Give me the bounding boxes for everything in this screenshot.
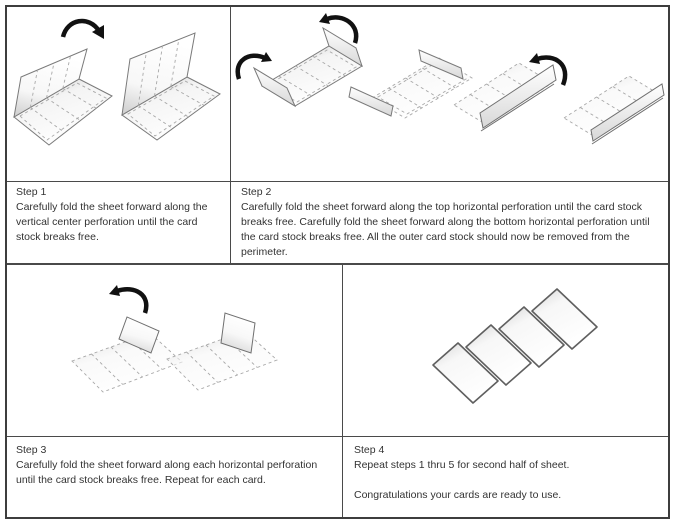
panel-step4-text (354, 443, 659, 503)
fold-arrow-icon (109, 285, 146, 313)
fold-arrow-icon (238, 52, 272, 79)
instruction-sheet-frame (5, 5, 670, 519)
step-title: Step 4 (354, 444, 385, 456)
step-body: Carefully fold the sheet forward along the vertical center perforation until the card stock breaks free. (16, 201, 208, 243)
step-title: Step 1 (16, 186, 47, 198)
separated-cards-drawing (433, 289, 597, 403)
sheet-with-card-flap-drawing (72, 285, 182, 392)
sheet-with-removed-edge-strip-drawing (564, 76, 664, 144)
step4-illustration (343, 265, 666, 436)
sheet-with-edge-flap-drawing (454, 53, 565, 131)
step-body: Carefully fold the sheet forward along each horizontal perforation until the card stock breaks free. Repeat for each card. (16, 459, 318, 486)
step-body: Carefully fold the sheet forward along the top horizontal perforation until the card stock breaks free. Carefully fold the sheet forward along the bottom horizontal perforation until the card stock breaks free. All the outer card stock should now be removed from the perimeter. (241, 201, 650, 258)
panel-step1-text (16, 185, 222, 245)
step2-illustration (231, 7, 666, 181)
fold-arrow-icon (63, 21, 104, 39)
step3-illustration (7, 265, 342, 436)
panel-step3-text (16, 443, 338, 488)
sheet-with-upright-card-drawing (167, 313, 277, 390)
divider-top-text-separator (7, 181, 668, 182)
panel-step2-text (241, 185, 665, 260)
half-folded-sheet-open-drawing (122, 33, 220, 140)
sheet-with-end-flaps-drawing (238, 13, 362, 106)
step-body: Repeat steps 1 thru 5 for second half of sheet. (354, 459, 570, 471)
step-title: Step 2 (241, 186, 272, 198)
step1-illustration (7, 7, 230, 181)
divider-bottom-text-separator (7, 436, 668, 437)
step-title: Step 3 (16, 444, 47, 456)
half-folded-sheet-drawing (14, 21, 112, 145)
sheet-with-detached-strips-drawing (349, 50, 472, 118)
step-body-congratulations: Congratulations your cards are ready to use. (354, 489, 562, 501)
